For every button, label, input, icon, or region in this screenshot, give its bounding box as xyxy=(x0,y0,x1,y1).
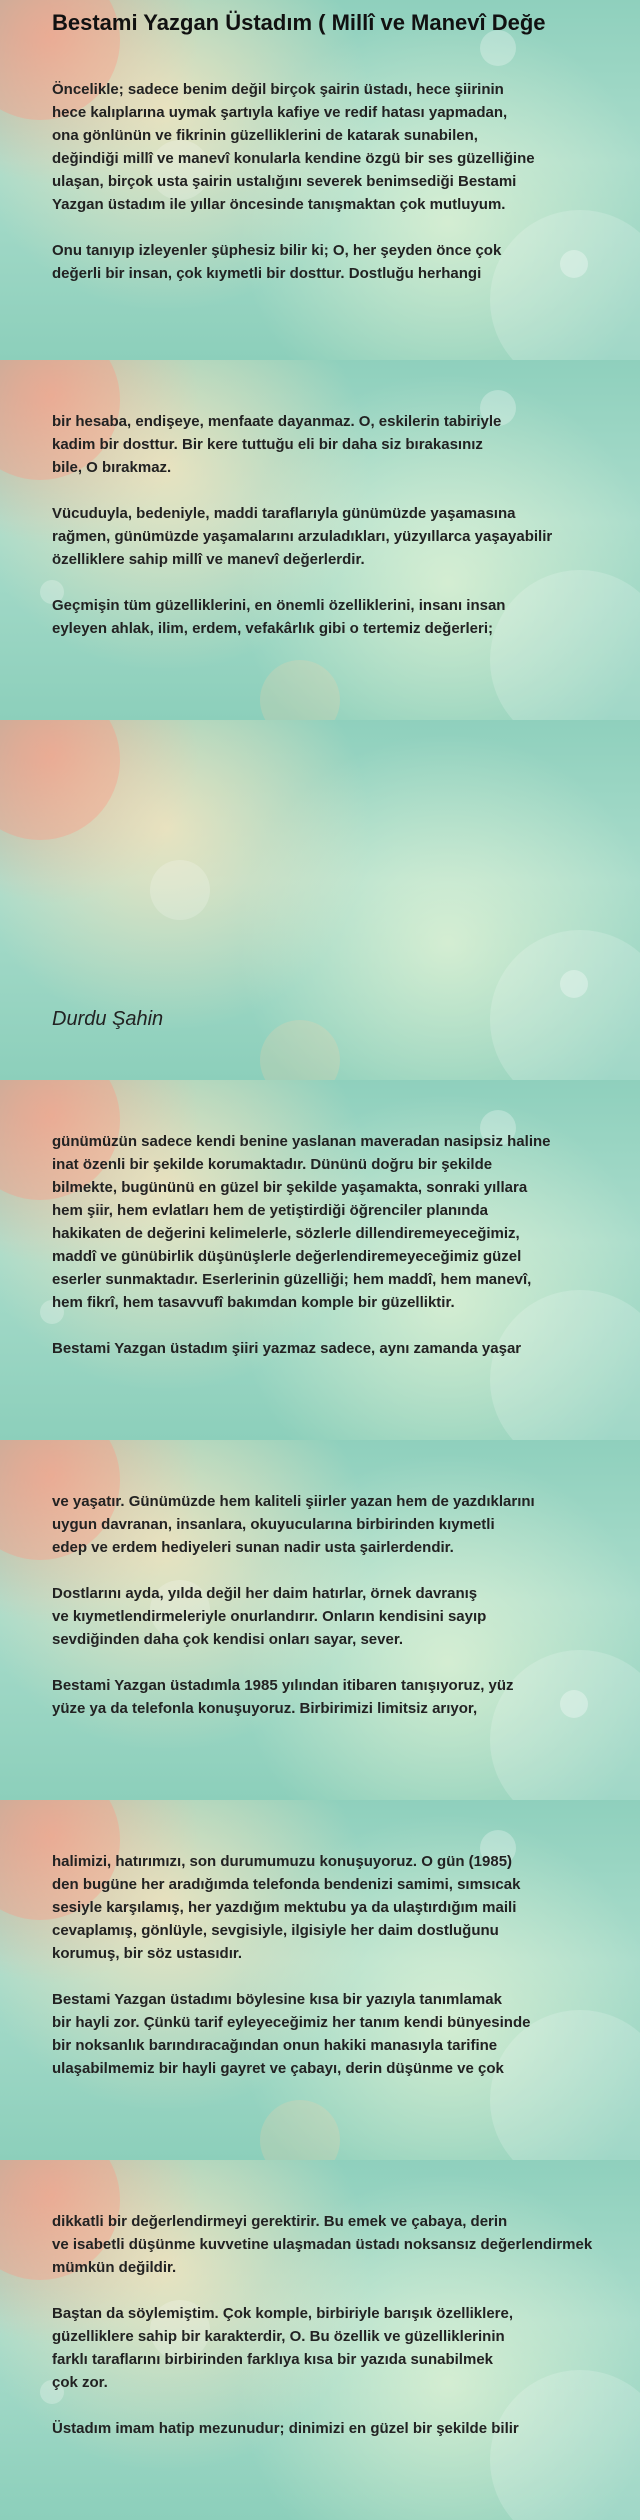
panel-text: günümüzün sadece kendi benine yaslanan maveradan nasipsiz haline inat özenli bir şekilde korumaktadır. Dününü doğru bir şekilde bilmekte, bugününü en güzel bir şekilde yaşamakta, sonraki yıllara hem şiir, hem evlatları hem de yetiştirdiği öğrenciler planında hakikaten de değerini kelimelerle, sözlerle dillendiremeyeceğimiz, maddî ve günübirlik düşünüşlerle değerlendiremeyeceğimiz güzel eserler sunmaktadır. Eserlerinin güzelliği; hem maddî, hem manevî, hem fikrî, hem tasavvufî bakımdan komple bir güzelliktir. Bestami Yazgan üstadım şiiri yazmaz sadece, aynı zamanda yaşar xyxy=(52,1133,551,1357)
poem-panel-3 xyxy=(0,720,640,1080)
poem-panel-5 xyxy=(0,1440,640,1800)
poem-panel-1 xyxy=(0,0,640,360)
bokeh-bubble xyxy=(260,660,340,720)
panel-text: bir hesaba, endişeye, menfaate dayanmaz. O, eskilerin tabiriyle kadim bir dosttur. Bir kere tuttuğu eli bir daha siz bırakasınız bile, O bırakmaz. Vücuduyla, bedeniyle, maddi taraflarıyla günümüzde yaşamasına rağmen, günümüzde yaşamalarını arzuladıkları, yüzyıllarca yaşayabilir özelliklere sahip millî ve manevî değerlerdir. Geçmişin tüm güzelliklerini, en önemli özelliklerini, insanı insan eyleyen ahlak, ilim, erdem, vefakârlık gibi o tertemiz değerleri; xyxy=(52,413,553,637)
poem-panel-4 xyxy=(0,1080,640,1440)
poem-panel-6 xyxy=(0,1800,640,2160)
bokeh-bubble xyxy=(260,1020,340,1080)
panel-text: ve yaşatır. Günümüzde hem kaliteli şiirler yazan hem de yazdıklarını uygun davranan, insanlara, okuyucularına birbirinden kıymetli edep ve erdem hediyeleri sunan nadir usta şairlerdendir. Dostlarını ayda, yılda değil her daim hatırlar, örnek davranış ve kıymetlendirmeleriyle onurlandırır. Onların kendisini sayıp sevdiğinden daha çok kendisi onları sayar, sever. Bestami Yazgan üstadımla 1985 yılından itibaren tanışıyoruz, yüz yüze ya da telefonla konuşuyoruz. Birbirimizi limitsiz arıyor, xyxy=(52,1493,535,1717)
panel-text: halimizi, hatırımızı, son durumumuzu konuşuyoruz. O gün (1985) den bugüne her aradığımda telefonda bendenizi samimi, sımsıcak sesiyle karşılamış, her yazdığım mektubu ya da ulaştırdığım maili cevaplamış, gönlüyle, sevgisiyle, ilgisiyle her daim dostluğunu korumuş, bir söz ustasıdır. Bestami Yazgan üstadımı böylesine kısa bir yazıyla tanımlamak bir hayli zor. Çünkü tarif eyleyeceğimiz her tanım kendi bünyesinde bir noksanlık barındıracağından onun hakiki manasıyla tarifine ulaşabilmemiz bir hayli gayret ve çabayı, derin düşünme ve çok xyxy=(52,1853,531,2077)
bokeh-bubble xyxy=(260,2100,340,2160)
article-title: Bestami Yazgan Üstadım ( Millî ve Manevî Değe xyxy=(52,10,546,35)
poem-panel-7 xyxy=(0,2160,640,2520)
author-name: Durdu Şahin xyxy=(52,1008,164,1030)
poem-panel-2 xyxy=(0,360,640,720)
panel-text: Öncelikle; sadece benim değil birçok şairin üstadı, hece şiirinin hece kalıplarına uymak şartıyla kafiye ve redif hatası yapmadan, ona gönlünün ve fikrinin güzelliklerini de katarak sunabilen, değindiği millî ve manevî konularla kendine özgü bir ses güzelliğine ulaşan, birçok usta şairin ustalığını severek benimsediği Bestami Yazgan üstadım ile yıllar öncesinde tanışmaktan çok mutluyum. Onu tanıyıp izleyenler şüphesiz bilir ki; O, her şeyden önce çok değerli bir insan, çok kıymetli bir dosttur. Dostluğu herhangi xyxy=(52,81,535,282)
bokeh-bubble xyxy=(560,970,588,998)
panel-text: dikkatli bir değerlendirmeyi gerektirir. Bu emek ve çabaya, derin ve isabetli düşünme kuvvetine ulaşmadan üstadı noksansız değerlendirmek mümkün değildir. Baştan da söylemiştim. Çok komple, birbiriyle barışık özelliklere, güzelliklere sahip bir karakterdir, O. Bu özellik ve güzelliklerinin farklı taraflarını birbirinden farklıya kısa bir yazıda sunabilmek çok zor. Üstadım imam hatip mezunudur; dinimizi en güzel bir şekilde bilir xyxy=(52,2213,593,2437)
bokeh-bubble xyxy=(150,860,210,920)
